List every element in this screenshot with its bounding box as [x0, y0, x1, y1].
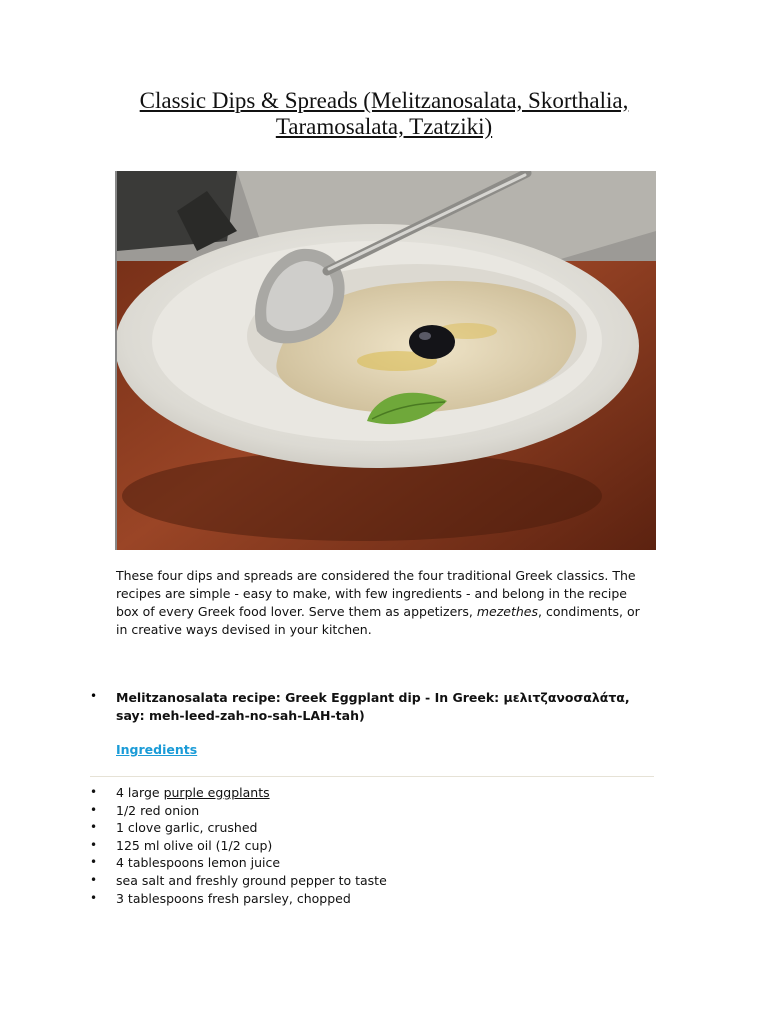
list-item [90, 872, 650, 890]
bullet-marker: • [90, 689, 98, 703]
list-item [90, 837, 650, 855]
ingredients-list [90, 784, 650, 907]
list-item [90, 819, 650, 837]
ingredient-text: 1/2 red onion [116, 802, 200, 818]
ingredients-link[interactable]: Ingredients [116, 742, 198, 757]
bullet-marker: • [90, 820, 98, 835]
intro-text-end: , condiments, or in creative ways devised in your kitchen. [116, 604, 640, 637]
bullet-marker: • [90, 872, 98, 887]
recipe-heading: Melitzanosalata recipe: Greek Eggplant dip - In Greek: μελιτζανοσαλάτα, say: meh-leed-zah-no-sah-LAH-tah) [116, 690, 630, 723]
intro-text-start: These four dips and spreads are considered the four traditional Greek classics. The recipes are simple - easy to make, with few ingredients - and belong in the recipe box of every Greek food lover. Serve them as appetizers, [116, 568, 636, 619]
divider [90, 776, 654, 777]
bullet-marker: • [90, 837, 98, 852]
list-item [90, 890, 650, 908]
ingredient-text: 3 tablespoons fresh parsley, chopped [116, 890, 351, 906]
bullet-marker: • [90, 802, 98, 817]
bullet-marker: • [90, 855, 98, 870]
bullet-marker: • [90, 890, 98, 905]
ingredient-text: 4 large [116, 785, 164, 800]
purple-eggplants-link[interactable]: purple eggplants [163, 785, 270, 800]
list-item [90, 784, 650, 802]
intro-emphasis: mezethes [476, 604, 539, 619]
bullet-marker: • [90, 785, 98, 799]
ingredient-text: 4 tablespoons lemon juice [116, 855, 281, 871]
ingredient-text: 125 ml olive oil (1/2 cup) [116, 837, 273, 853]
ingredient-text: sea salt and freshly ground pepper to taste [116, 872, 387, 888]
ingredient-text: 1 clove garlic, crushed [116, 820, 258, 836]
page-title: Classic Dips & Spreads (Melitzanosalata, Skorthalia, Taramosalata, Tzatziki) [139, 88, 629, 139]
list-item [90, 802, 650, 820]
eggplant-dip-photo [115, 171, 656, 550]
list-item [90, 854, 650, 872]
intro-paragraph [116, 567, 651, 639]
